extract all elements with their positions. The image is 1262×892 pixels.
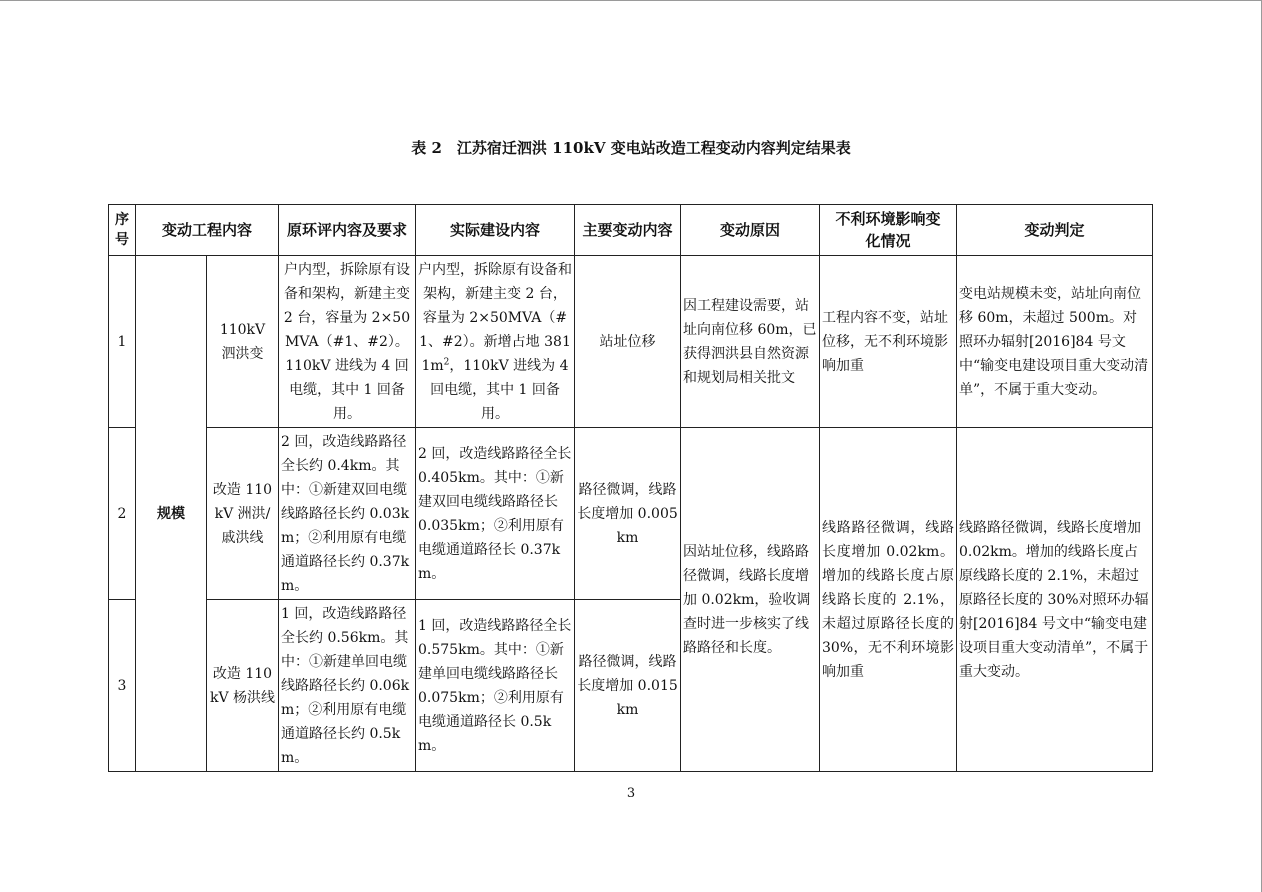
header-seq: 序号 [109,205,136,256]
lines-env-impact: 线路路径微调，线路长度增加 0.02km。增加的线路长度占原线路长度的 2.1%，未超过原路径长度的 30%，无不利环境影响加重 [820,428,957,772]
row-actual: 1 回，改造线路路径全长 0.575km。其中：①新建单回电缆线路路径长 0.075km；②利用原有电缆通道路径长 0.5km。 [416,600,575,772]
row-actual-text-cont: ，110kV 进线为 4 回电缆，其中 1 回备用。 [430,357,569,422]
row-seq: 2 [109,428,136,600]
header-main-change: 主要变动内容 [575,205,681,256]
header-reason: 变动原因 [681,205,820,256]
page-number: 3 [626,786,636,801]
superscript: 2 [443,356,450,367]
change-judgment-table [108,204,1153,772]
row-main-change: 路径微调，线路长度增加 0.005km [575,428,681,600]
lines-reason: 因站址位移，线路路径微调，线路长度增加 0.02km，验收调查时进一步核实了线路路径和长度。 [681,428,820,772]
row-judgment: 变电站规模未变，站址向南位移 60m，未超过 500m。对照环办辐射[2016]84 号文中“输变电建设项目重大变动清单”，不属于重大变动。 [957,256,1153,428]
header-row [109,205,1153,256]
table-row [109,256,1153,428]
row-actual-text: 户内型，拆除原有设备和架构，新建主变 2 台，容量为 2×50MVA（#1、#2）。新增占地 3811m [418,261,572,374]
header-original: 原环评内容及要求 [279,205,416,256]
row-original: 2 回，改造线路路径全长约 0.4km。其中：①新建双回电缆线路路径长约 0.03km；②利用原有电缆通道路径长约 0.37km。 [279,428,416,600]
lines-judgment: 线路路径微调，线路长度增加 0.02km。增加的线路长度占原线路长度的 2.1%，未超过原路径长度的 30%对照环办辐射[2016]84 号文中“输变电建设项目重大变动清单”，不属于重大变动。 [957,428,1153,772]
row-actual [416,256,575,428]
category-cell: 规模 [136,256,207,772]
row-seq: 3 [109,600,136,772]
row-reason: 因工程建设需要，站址向南位移 60m，已获得泗洪县自然资源和规划局相关批文 [681,256,820,428]
row-env-impact: 工程内容不变，站址位移，无不利环境影响加重 [820,256,957,428]
table-title: 表 2 江苏宿迁泗洪 110kV 变电站改造工程变动内容判定结果表 [411,139,851,157]
row-actual: 2 回，改造线路路径全长 0.405km。其中：①新建双回电缆线路路径长 0.035km；②利用原有电缆通道路径长 0.37km。 [416,428,575,600]
row-main-change: 路径微调，线路长度增加 0.015km [575,600,681,772]
row-original: 1 回，改造线路路径全长约 0.56km。其中：①新建单回电缆线路路径长约 0.06km；②利用原有电缆通道路径长约 0.5km。 [279,600,416,772]
header-project: 变动工程内容 [136,205,279,256]
row-original: 户内型，拆除原有设备和架构，新建主变 2 台，容量为 2×50MVA（#1、#2）。110kV 进线为 4 回电缆，其中 1 回备用。 [279,256,416,428]
row-project: 改造 110kV 洲洪/戚洪线 [207,428,279,600]
row-project: 110kV 泗洪变 [207,256,279,428]
row-seq: 1 [109,256,136,428]
row-main-change: 站址位移 [575,256,681,428]
header-env-impact: 不利环境影响变化情况 [820,205,957,256]
header-actual: 实际建设内容 [416,205,575,256]
table-row [109,428,1153,600]
row-project: 改造 110kV 杨洪线 [207,600,279,772]
page-border [0,0,1262,1]
header-judgment: 变动判定 [957,205,1153,256]
